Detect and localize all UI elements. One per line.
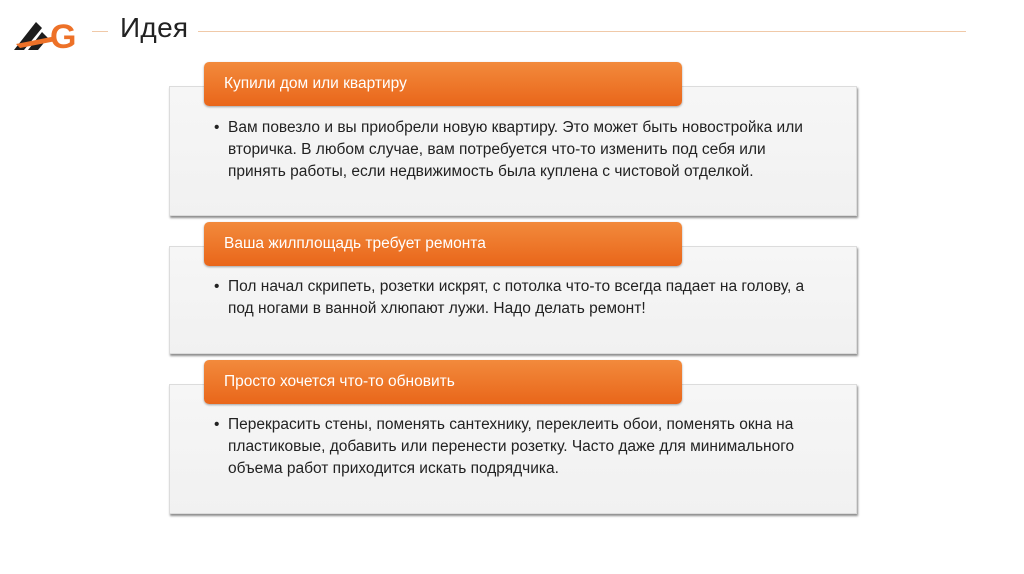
company-logo (12, 14, 82, 52)
idea-heading-1: Купили дом или квартиру (204, 62, 682, 106)
idea-card-1-text (214, 117, 816, 183)
header-divider-left (92, 31, 108, 32)
bullet-marker: • (214, 119, 220, 136)
header-divider-right (198, 31, 966, 32)
bullet-marker: • (214, 278, 220, 295)
bullet-marker: • (214, 416, 220, 433)
svg-text:G: G (50, 18, 77, 52)
idea-card-1-paragraph: Вам повезло и вы приобрели новую квартиру. Это может быть новостройка или вторичка. В любом случае, вам потребуется что-то изменить под себя или принять работы, если недвижимость была куплена с чистовой отделкой. (228, 119, 803, 180)
page-title: Идея (120, 12, 189, 43)
idea-card-2-text (214, 276, 816, 320)
idea-card-3-text (214, 414, 816, 480)
idea-heading-2: Ваша жилплощадь требует ремонта (204, 222, 682, 266)
logo-mark (12, 14, 82, 52)
idea-card-3-paragraph: Перекрасить стены, поменять сантехнику, переклеить обои, поменять окна на пластиковые, добавить или перенести розетку. Часто даже для минимального объема работ приходится искать подрядчика. (228, 416, 795, 477)
idea-card-2-paragraph: Пол начал скрипеть, розетки искрят, с потолка что-то всегда падает на голову, а под ногами в ванной хлюпают лужи. Надо делать ремонт! (228, 278, 805, 317)
idea-heading-3: Просто хочется что-то обновить (204, 360, 682, 404)
